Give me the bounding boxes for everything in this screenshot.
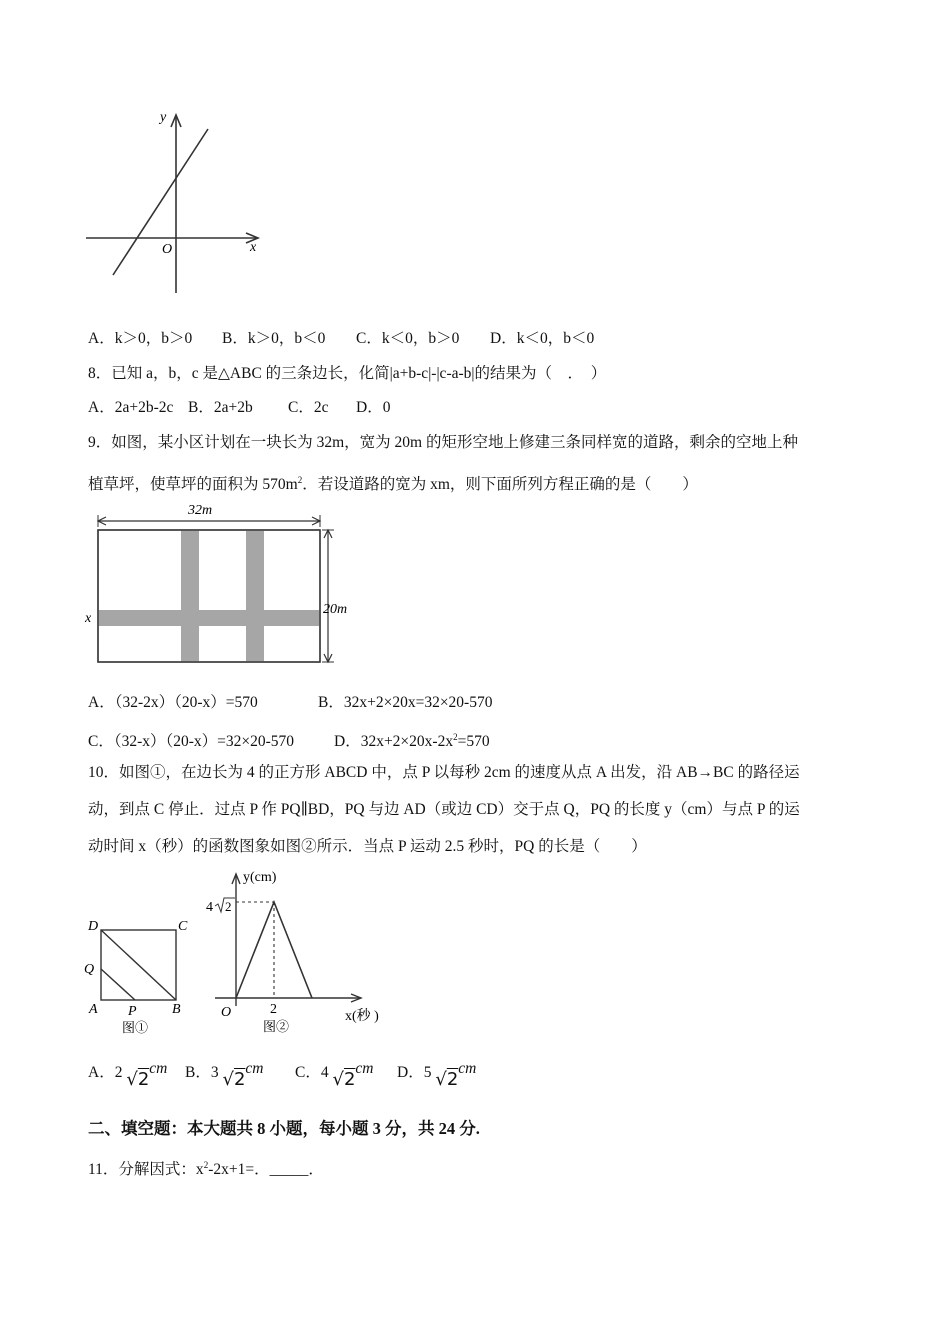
q10-option-a-sqrt-icon: √2 [126, 1069, 150, 1090]
q7-option-a[interactable]: A．k＞0，b＞0 [88, 330, 193, 347]
section2-title: 二、填空题：本大题共 8 小题，每小题 3 分，共 24 分. [88, 1119, 480, 1138]
q9-road-vertical-1 [181, 530, 199, 662]
q11-stem-a: 11．分解因式：x [88, 1161, 204, 1179]
q10-fig1-d: D [88, 919, 99, 934]
q9-option-a[interactable]: A．（32-2x）（20-x）=570 [88, 694, 258, 711]
q9-stem-line2 [88, 470, 698, 495]
q10-stem-line3: 动时间 x（秒）的函数图象如图②所示．当点 P 运动 2.5 秒时，PQ 的长是（ ） [88, 838, 647, 855]
q9-option-d[interactable] [334, 727, 490, 752]
q9-length-label: 32m [188, 503, 213, 518]
q10-option-c-sqrt-icon: √2 [332, 1069, 356, 1090]
q10-fig1-q: Q [84, 962, 95, 977]
q10-fig2-peak-label: 4 [206, 900, 213, 915]
q9-width-label: 20m [323, 602, 348, 617]
q10-option-d-unit: cm [458, 1060, 477, 1077]
q10-option-a-label: A．2 [88, 1064, 123, 1081]
q9-figure [80, 497, 370, 672]
q9-option-d-b: =570 [457, 733, 490, 751]
q10-fig2-x-tick: 2 [270, 1002, 277, 1017]
q10-fig1-c: C [178, 919, 188, 934]
q9-option-d-sup: 2 [453, 732, 458, 742]
q11-stem-b: -2x+1=．_____． [208, 1161, 324, 1179]
q10-option-c-label: C．4 [295, 1064, 329, 1081]
q10-option-c[interactable] [295, 1060, 397, 1090]
q9-stem-sup: 2 [297, 475, 303, 485]
q10-fig2-y-label: y(cm) [243, 870, 277, 885]
q10-option-d-sqrt-icon: √2 [435, 1069, 459, 1090]
q8-stem: 8．已知 a，b，c 是△ABC 的三条边长，化简|a+b-c|-|c-a-b|的结果为（ ． ） [88, 365, 607, 382]
q7-origin-label: O [162, 242, 173, 257]
q10-stem-line1: 10．如图①，在边长为 4 的正方形 ABCD 中，点 P 以每秒 2cm 的速度从点 A 出发，沿 AB→BC 的路径运 [88, 764, 800, 781]
q10-option-d-label: D．5 [397, 1064, 432, 1081]
q10-fig2-peak-sqrt: 2 [225, 899, 232, 914]
q10-figure-1 [82, 912, 202, 1042]
q7-x-label: x [250, 240, 257, 255]
q9-road-vertical-2 [246, 530, 264, 662]
q9-option-c[interactable]: C．（32-x）（20-x）=32×20-570 [88, 733, 295, 751]
q10-fig1-caption: 图① [122, 1020, 149, 1035]
q10-fig1-b: B [172, 1002, 181, 1017]
q9-road-label: x [85, 611, 92, 626]
q9-options-row1 [88, 693, 492, 713]
q10-fig2-origin: O [221, 1005, 232, 1020]
q10-option-c-unit: cm [355, 1060, 374, 1077]
q10-fig1-p: P [128, 1004, 137, 1019]
q10-option-d[interactable] [397, 1060, 477, 1090]
q10-figure-2 [205, 866, 395, 1041]
q11-stem [88, 1155, 324, 1180]
q7-y-label: y [160, 110, 167, 125]
q11-stem-sup: 2 [203, 1160, 209, 1170]
q10-fig2-x-label: x(秒 ) [345, 1009, 379, 1024]
q9-road-horizontal [98, 610, 320, 626]
q10-stem-line2: 动，到点 C 停止．过点 P 作 PQ∥BD，PQ 与边 AD（或边 CD）交于点 Q，PQ 的长度 y（cm）与点 P 的运 [88, 801, 800, 818]
q10-fig2-caption: 图② [263, 1019, 290, 1034]
q8-option-b[interactable]: B．2a+2b [188, 399, 253, 416]
q9-stem-line2-a: 植草坪，使草坪的面积为 570m [88, 476, 298, 494]
q8-option-d[interactable]: D．0 [356, 399, 391, 416]
q10-option-b-sqrt-icon: √2 [222, 1069, 246, 1090]
q10-option-a-unit: cm [149, 1060, 168, 1077]
q7-graph [80, 105, 280, 305]
q8-option-a[interactable]: A．2a+2b-2c [88, 399, 174, 416]
q10-fig1-a: A [89, 1002, 98, 1017]
q10-options [88, 1062, 476, 1092]
q9-option-d-a: D．32x+2×20x-2x [334, 733, 454, 751]
q10-option-b[interactable] [185, 1060, 295, 1090]
q7-option-d[interactable]: D．k＜0，b＜0 [490, 330, 595, 347]
q10-option-b-unit: cm [245, 1060, 264, 1077]
q7-option-c[interactable]: C．k＜0，b＞0 [356, 330, 460, 347]
q9-option-b[interactable]: B．32x+2×20x=32×20-570 [318, 694, 493, 711]
q7-option-b[interactable]: B．k＞0，b＜0 [222, 330, 326, 347]
q9-options-row2 [88, 727, 490, 752]
q9-stem-line1: 9．如图，某小区计划在一块长为 32m，宽为 20m 的矩形空地上修建三条同样宽的道路，剩余的空地上种 [88, 434, 798, 451]
q10-option-b-label: B．3 [185, 1064, 219, 1081]
q8-options [88, 398, 390, 418]
q7-options [88, 329, 594, 349]
q8-option-c[interactable]: C．2c [288, 399, 329, 416]
q10-option-a[interactable] [88, 1060, 185, 1090]
q9-stem-line2-b: ．若设道路的宽为 xm，则下面所列方程正确的是（ ） [302, 476, 698, 494]
